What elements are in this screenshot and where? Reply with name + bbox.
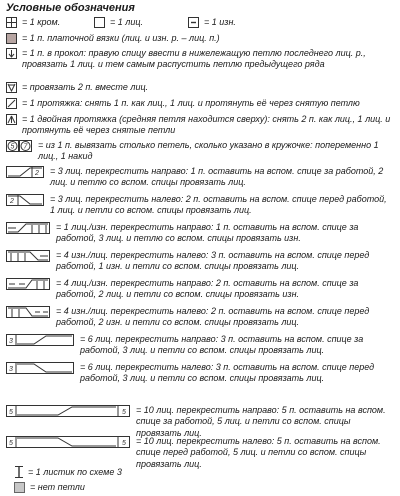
cable-10r-icon [6, 405, 130, 417]
leaf-icon [14, 466, 24, 478]
leaf-label: = 1 листик по схеме 3 [28, 467, 122, 477]
cable-4l2-label: = 4 изн./лиц. перекрестить налево: 2 п. оставить на вспом. спице перед работой, 2 изн. и петли со вспом. спицы провязать лиц. [56, 306, 370, 328]
cable-number: 3 [9, 338, 13, 345]
cable-number: 5 [122, 409, 126, 416]
cable-4l-icon [6, 250, 50, 262]
no-stitch-icon [14, 482, 25, 493]
cable-number: 2 [35, 170, 39, 177]
cable-10l-label: = 10 лиц. перекрестить налево: 5 п. оставить на вспом. спице перед работой, 5 лиц. и петли со вспом. спицы провязать лиц. [136, 436, 381, 469]
k2tog-label: = провязать 2 п. вместе лиц. [22, 82, 149, 92]
cable-4r2-label: = 4 лиц./изн. перекрестить направо: 2 п. оставить на вспом. спице за работой, 2 лиц. и петли со вспом. спицы провязать изн. [56, 278, 359, 300]
double-decrease-icon [6, 114, 17, 125]
cable-3l-label: = 3 лиц. перекрестить налево: 2 п. оставить на вспом. спице перед работой, 1 лиц. и петли со вспом. спицы провязать лиц. [50, 194, 387, 216]
cable-3r-icon [6, 166, 44, 178]
cable-number: 3 [9, 366, 13, 373]
cable-3r-label: = 3 лиц. перекрестить направо: 1 п. оставить на вспом. спице за работой, 2 лиц. и петлю со вспом. спицы провязать лиц. [50, 166, 384, 188]
skp-label: = 1 протяжка: снять 1 п. как лиц., 1 лиц. и протянуть её через снятую петлю [22, 98, 360, 108]
cable-10r-label: = 10 лиц. перекрестить направо: 5 п. оставить на вспом. спице за работой, 5 лиц. и петли со вспом. спицы провязать лиц. [136, 405, 386, 438]
garter-shaded-icon [6, 33, 17, 44]
cable-4r-icon [6, 222, 50, 234]
circle-label-5: 5 [10, 143, 15, 151]
no-stitch-label: = нет петли [30, 482, 85, 492]
k2tog-icon [6, 82, 17, 93]
garter-label: = 1 п. платочной вязки (лиц. и изн. р. – лиц. п.) [22, 33, 220, 43]
cable-6l-label: = 6 лиц. перекрестить налево: 3 п. оставить на вспом. спице перед работой, 3 лиц. и петли со вспом. спицы провязать лиц. [80, 362, 375, 384]
cross-stitch-icon [6, 17, 17, 28]
cable-number: 5 [9, 409, 13, 416]
circle-label-7: 7 [23, 143, 28, 151]
legend-title: Условные обозначения [6, 2, 135, 14]
circle-5-7-icon [6, 140, 32, 152]
cable-6l-icon [6, 362, 74, 374]
cable-number: 2 [10, 198, 14, 205]
cable-number: 5 [122, 440, 126, 447]
increase-label: = из 1 п. вывязать столько петель, сколько указано в кружочке: попеременно 1 лиц., 1 накид [38, 140, 379, 162]
cable-10l-icon [6, 436, 130, 448]
purl-label: = 1 изн. [204, 17, 236, 27]
purl-icon [188, 17, 199, 28]
slip-through-label: = 1 п. в прокол: правую спицу ввести в нижележащую петлю последнего лиц. р., провязать 1 лиц. и тем самым распустить петлю предыдущего ряда [22, 48, 366, 70]
edge-stitch-label: = 1 кром. [22, 17, 61, 27]
knit-icon [94, 17, 105, 28]
cable-6r-label: = 6 лиц. перекрестить направо: 3 п. оставить на вспом. спице за работой, 3 лиц. и петли со вспом. спицы провязать лиц. [80, 334, 364, 356]
double-decrease-label: = 1 двойная протяжка (средняя петля находится сверху): снять 2 п. как лиц., 1 лиц. и протянуть её через снятые петли [22, 114, 391, 136]
slip-through-icon [6, 48, 17, 59]
knit-label: = 1 лиц. [110, 17, 143, 27]
cable-4r2-icon [6, 278, 50, 290]
cable-4r-label: = 1 лиц./изн. перекрестить направо: 1 п. оставить на вспом. спице за работой, 3 лиц. и петлю со вспом. спицы провязать изн. [56, 222, 359, 244]
cable-6r-icon [6, 334, 74, 346]
cable-number: 5 [9, 440, 13, 447]
cable-4l-label: = 4 изн./лиц. перекрестить налево: 3 п. оставить на вспом. спице перед работой, 1 изн. и петли со вспом. спицы провязать лиц. [56, 250, 370, 272]
cable-4l2-icon [6, 306, 50, 318]
skp-icon [6, 98, 17, 109]
cable-3l-icon [6, 194, 44, 206]
